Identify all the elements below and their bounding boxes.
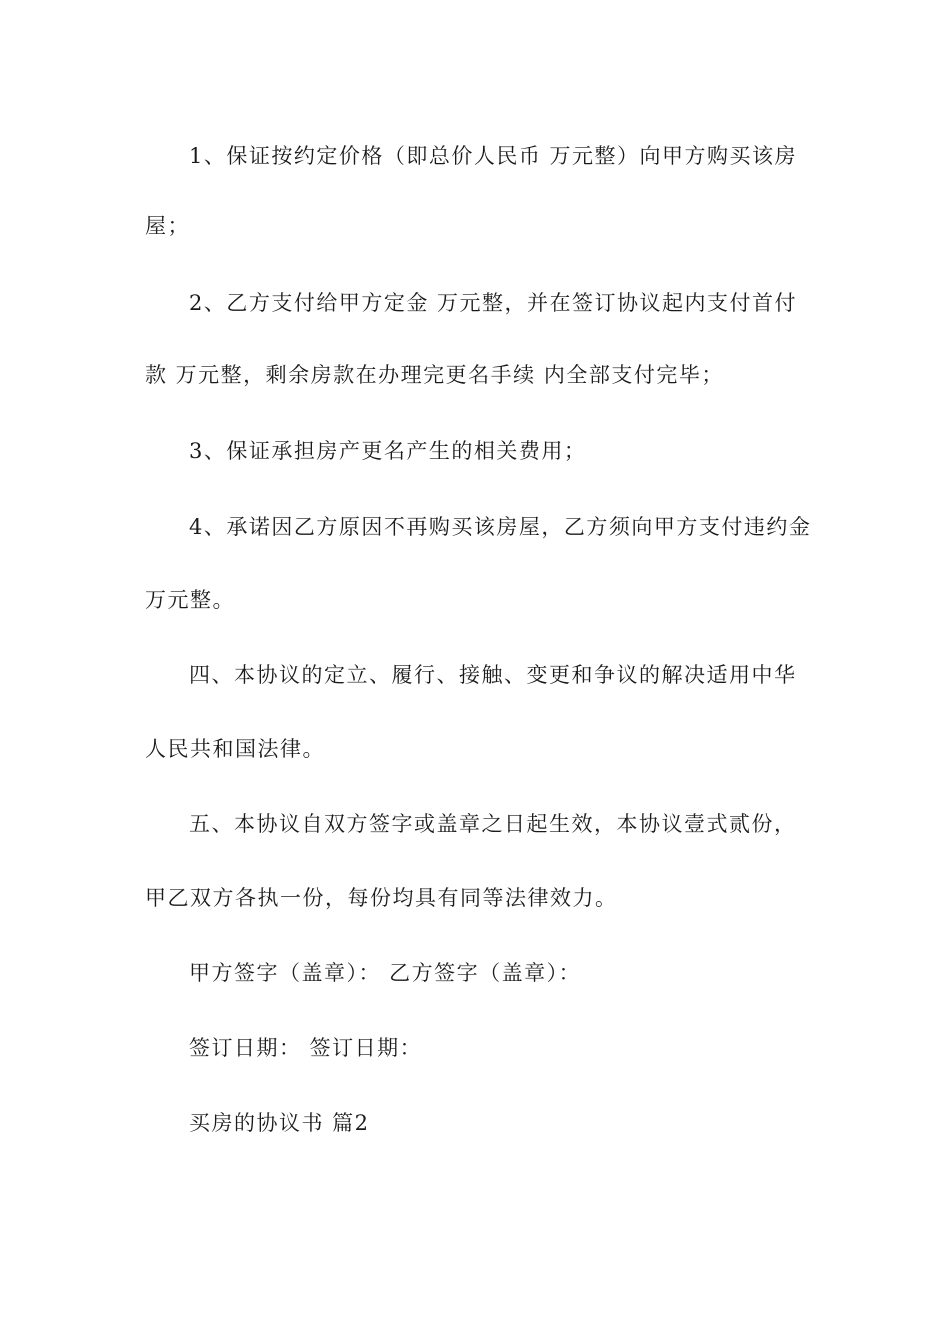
signature-line: 甲方签字（盖章）： 乙方签字（盖章）：: [189, 961, 582, 985]
clause-3-line: 3、保证承担房产更名产生的相关费用；: [189, 439, 587, 463]
clause-2-line-1: 2、乙方支付给甲方定金 万元整，并在签订协议起内支付首付: [189, 291, 798, 315]
clause-1-line-2: 屋；: [145, 214, 190, 238]
clause-1-line-1: 1、保证按约定价格（即总价人民币 万元整）向甲方购买该房: [189, 144, 798, 168]
clause-4-line-1: 4、承诺因乙方原因不再购买该房屋，乙方须向甲方支付违约金: [189, 515, 812, 539]
clause-2-line-2: 款 万元整，剩余房款在办理完更名手续 内全部支付完毕；: [145, 363, 724, 387]
section-heading: 买房的协议书 篇2: [189, 1111, 370, 1135]
article-5-line-1: 五、本协议自双方签字或盖章之日起生效，本协议壹式贰份，: [189, 812, 797, 836]
article-4-line-1: 四、本协议的定立、履行、接触、变更和争议的解决适用中华: [189, 663, 797, 687]
article-4-line-2: 人民共和国法律。: [145, 737, 325, 761]
article-5-line-2: 甲乙双方各执一份，每份均具有同等法律效力。: [145, 886, 618, 910]
clause-4-line-2: 万元整。: [145, 588, 235, 612]
sign-date-line: 签订日期： 签订日期：: [189, 1036, 423, 1060]
